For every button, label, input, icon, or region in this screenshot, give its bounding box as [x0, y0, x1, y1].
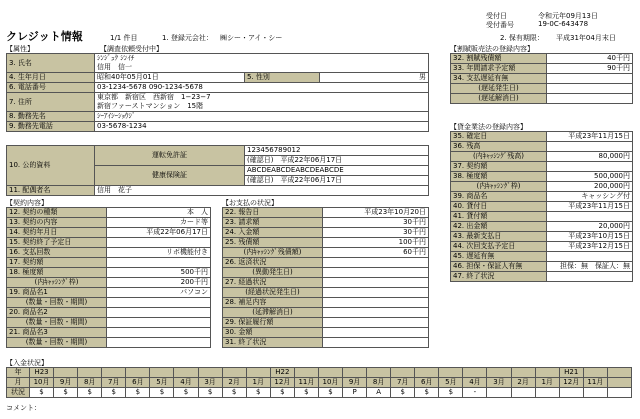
deposit-year-cell	[535, 368, 559, 378]
deposit-month-cell: 5月	[439, 378, 463, 388]
deposit-month-cell: 4月	[174, 378, 198, 388]
lending-value: 担保：無 保証人：無	[547, 262, 633, 272]
lending-value	[547, 142, 633, 152]
spouse-value: 信用 花子	[95, 186, 429, 196]
installment-label: 33. 年間請求予定額	[451, 64, 547, 74]
installment-row	[451, 54, 633, 64]
payment-label: (経過状況発生日)	[223, 288, 323, 298]
lending-value	[547, 252, 633, 262]
deposit-status-cell: $	[30, 388, 54, 398]
deposit-month-cell: 8月	[78, 378, 102, 388]
spouse-label: 11. 配偶者名	[7, 186, 95, 196]
lending-label: 45. 遅延有無	[451, 252, 547, 262]
insurance-number: ABCDEABCDEABCDEABCDE	[245, 166, 429, 176]
sex-label: 5. 性別	[245, 73, 320, 83]
lending-row	[451, 242, 633, 252]
lending-row	[451, 132, 633, 142]
registrar-label: 1. 登録元会社：	[162, 34, 213, 42]
lending-row	[451, 152, 633, 162]
deposit-month-cell: 11月	[294, 378, 318, 388]
contract-label: (数量・回数・期間)	[7, 298, 107, 308]
payment-label: 22. 報告日	[223, 208, 323, 218]
lending-label: 44. 次回支払予定日	[451, 242, 547, 252]
deposit-month-cell: 10月	[30, 378, 54, 388]
contract-value	[107, 318, 211, 328]
name-value: 信用 信一	[95, 63, 429, 73]
deposit-year-cell	[343, 368, 367, 378]
lending-row	[451, 272, 633, 282]
contract-label: 17. 契約額	[7, 258, 107, 268]
inquiry-status: 【調査依頼受付中】	[100, 45, 163, 53]
payment-value	[323, 288, 429, 298]
contract-label: (内ｷｬｯｼﾝｸﾞ枠)	[7, 278, 107, 288]
payment-row	[223, 338, 429, 348]
lending-label: 37. 契約額	[451, 162, 547, 172]
deposit-year-cell	[150, 368, 174, 378]
deposit-month-cell: 6月	[415, 378, 439, 388]
contract-value	[107, 238, 211, 248]
deposit-month-cell: 4月	[463, 378, 487, 388]
deposit-year-row	[7, 368, 632, 378]
comment-label: コメント：	[6, 404, 41, 412]
lending-value: 500,000円	[547, 172, 633, 182]
payment-label: 30. 金額	[223, 328, 323, 338]
lending-value: 平成23年11月15日	[547, 202, 633, 212]
deposit-year-cell	[102, 368, 126, 378]
lending-section-title: 【貸金業法の登録内容】	[450, 123, 527, 131]
license-date: (確認日) 平成22年06月17日	[245, 156, 429, 166]
contract-table	[6, 207, 211, 348]
deposit-status-cell: $	[174, 388, 198, 398]
payment-label: 29. 保証履行額	[223, 318, 323, 328]
lending-row	[451, 142, 633, 152]
contract-value: 500千円	[107, 268, 211, 278]
receipt-date-value: 令和元年09月13日	[538, 12, 598, 20]
contract-row	[7, 278, 211, 288]
payment-value	[323, 308, 429, 318]
payment-value: 30千円	[323, 228, 429, 238]
lending-value: 平成23年10月15日	[547, 232, 633, 242]
deposit-year-header: 年	[7, 368, 30, 378]
lending-row	[451, 222, 633, 232]
lending-value	[547, 212, 633, 222]
payment-label: (延滞解消日)	[223, 308, 323, 318]
work-phone-label: 9. 勤務先電話	[7, 122, 95, 132]
deposit-year-cell	[463, 368, 487, 378]
deposit-year-cell	[54, 368, 78, 378]
deposit-month-cell: 3月	[487, 378, 511, 388]
lending-row	[451, 202, 633, 212]
payment-row	[223, 278, 429, 288]
deposit-year-cell	[174, 368, 198, 378]
contract-row	[7, 318, 211, 328]
deposit-status-row	[7, 388, 632, 398]
phone-label: 6. 電話番号	[7, 83, 95, 93]
deposit-month-cell: 9月	[54, 378, 78, 388]
receipt-no-label: 受付番号	[486, 21, 514, 29]
receipt-no-value: 19-0C-643478	[538, 20, 589, 28]
payment-value	[323, 328, 429, 338]
payment-value	[323, 268, 429, 278]
deposit-table	[6, 367, 632, 398]
contract-label: (数量・回数・期間)	[7, 338, 107, 348]
lending-row	[451, 172, 633, 182]
birth-value: 昭和40年05月01日	[95, 73, 245, 83]
lending-value: キャッシング付	[547, 192, 633, 202]
payment-label: 27. 経過状況	[223, 278, 323, 288]
contract-row	[7, 238, 211, 248]
lending-label: (内ｷｬｯｼﾝｸﾞ残高)	[451, 152, 547, 162]
deposit-status-cell: $	[102, 388, 126, 398]
payment-row	[223, 238, 429, 248]
page-counter: 1/1 件目	[110, 34, 138, 42]
contract-label: 21. 商品名3	[7, 328, 107, 338]
deposit-status-cell: $	[246, 388, 270, 398]
deposit-month-row	[7, 378, 632, 388]
deposit-status-cell	[535, 388, 559, 398]
receipt-date-label: 受付日	[486, 12, 507, 20]
contract-row	[7, 248, 211, 258]
lending-label: 39. 商品名	[451, 192, 547, 202]
contract-row	[7, 328, 211, 338]
installment-row	[451, 74, 633, 84]
retention-value: 平成31年04月末日	[556, 34, 616, 42]
registrar-value: ㈱シー・アイ・シー	[220, 34, 283, 42]
deposit-status-cell: $	[391, 388, 415, 398]
lending-value	[547, 162, 633, 172]
deposit-year-cell	[415, 368, 439, 378]
deposit-year-cell	[391, 368, 415, 378]
deposit-year-cell	[126, 368, 150, 378]
lending-label: 40. 貸付日	[451, 202, 547, 212]
deposit-month-cell: 12月	[559, 378, 583, 388]
deposit-status-cell: -	[463, 388, 487, 398]
attributes-section-title: 【属性】	[6, 45, 34, 53]
retention-label: 2. 保有期限：	[500, 34, 544, 42]
deposit-month-cell: 12月	[270, 378, 294, 388]
contract-row	[7, 308, 211, 318]
lending-table	[450, 131, 633, 282]
phone-value: 03-1234-5678 090-1234-5678	[95, 83, 429, 93]
contract-label: 15. 契約終了予定日	[7, 238, 107, 248]
payment-value	[323, 318, 429, 328]
payment-value: 平成23年10月20日	[323, 208, 429, 218]
payment-row	[223, 268, 429, 278]
payment-value: 60千円	[323, 248, 429, 258]
deposit-year-cell	[583, 368, 607, 378]
lending-value	[547, 272, 633, 282]
name-kana: ｼﾝｼﾞｭｸ ｼﾝｲﾁ	[95, 54, 429, 64]
deposit-year-cell: H23	[30, 368, 54, 378]
contract-row	[7, 268, 211, 278]
deposit-year-cell	[294, 368, 318, 378]
payment-row	[223, 228, 429, 238]
contract-row	[7, 228, 211, 238]
contract-label: 19. 商品名1	[7, 288, 107, 298]
deposit-year-cell	[511, 368, 535, 378]
deposit-month-cell: 5月	[150, 378, 174, 388]
deposit-month-cell: 2月	[222, 378, 246, 388]
lending-label: 47. 終了状況	[451, 272, 547, 282]
installment-value	[547, 84, 633, 94]
installment-value: 40千円	[547, 54, 633, 64]
installment-table	[450, 53, 633, 104]
payment-row	[223, 308, 429, 318]
contract-value: リボ機能付き	[107, 248, 211, 258]
deposit-status-header: 状況	[7, 388, 30, 398]
contract-value	[107, 258, 211, 268]
deposit-year-cell	[607, 368, 631, 378]
lending-value: 80,000円	[547, 152, 633, 162]
work-phone-value: 03-5678-1234	[95, 122, 429, 132]
deposit-status-cell	[607, 388, 631, 398]
installment-section-title: 【割賦販売法の登録内容】	[450, 45, 534, 53]
deposit-month-cell: 1月	[246, 378, 270, 388]
deposit-month-cell	[607, 378, 631, 388]
birth-label: 4. 生年月日	[7, 73, 95, 83]
payment-label: 23. 請求額	[223, 218, 323, 228]
deposit-status-cell: A	[367, 388, 391, 398]
contract-row	[7, 338, 211, 348]
contract-label: 18. 極度額	[7, 268, 107, 278]
deposit-status-cell: $	[198, 388, 222, 398]
payment-label: 24. 入金額	[223, 228, 323, 238]
payment-row	[223, 258, 429, 268]
payment-section-title: 【お支払の状況】	[222, 199, 278, 207]
deposit-status-cell: $	[126, 388, 150, 398]
deposit-status-cell: $	[150, 388, 174, 398]
lending-row	[451, 162, 633, 172]
payment-row	[223, 208, 429, 218]
payment-label: 31. 終了状況	[223, 338, 323, 348]
deposit-year-cell	[222, 368, 246, 378]
deposit-year-cell: H21	[559, 368, 583, 378]
address-line2: 新宿ファーストマンション 15階	[95, 102, 429, 112]
deposit-status-cell	[559, 388, 583, 398]
deposit-status-cell: $	[415, 388, 439, 398]
contract-label: 16. 支払回数	[7, 248, 107, 258]
public-docs-table	[6, 145, 429, 196]
lending-value: 平成23年11月15日	[547, 132, 633, 142]
lending-label: 36. 残高	[451, 142, 547, 152]
contract-value	[107, 308, 211, 318]
deposit-year-cell	[439, 368, 463, 378]
deposit-year-cell	[246, 368, 270, 378]
payment-label: 28. 補足内容	[223, 298, 323, 308]
insurance-label: 健康保険証	[95, 166, 245, 186]
payment-row	[223, 218, 429, 228]
payment-label: 25. 残債額	[223, 238, 323, 248]
address-line1: 東京都 新宿区 西新宿 1−23−7	[95, 93, 429, 103]
deposit-month-header: 月	[7, 378, 30, 388]
deposit-month-cell: 10月	[318, 378, 342, 388]
lending-row	[451, 212, 633, 222]
contract-value	[107, 338, 211, 348]
deposit-month-cell: 7月	[391, 378, 415, 388]
contract-value: 平成22年06月17日	[107, 228, 211, 238]
insurance-date: (確認日) 平成22年06月17日	[245, 176, 429, 186]
payment-label: 26. 返済状況	[223, 258, 323, 268]
lending-label: 35. 確定日	[451, 132, 547, 142]
payment-value: 30千円	[323, 218, 429, 228]
lending-value: 20,000円	[547, 222, 633, 232]
deposit-year-cell	[318, 368, 342, 378]
payment-row	[223, 248, 429, 258]
payment-table	[222, 207, 429, 348]
public-docs-label: 10. 公的資料	[7, 146, 95, 186]
deposit-year-cell	[367, 368, 391, 378]
deposit-month-cell: 3月	[198, 378, 222, 388]
deposit-status-cell: P	[343, 388, 367, 398]
payment-value: 100千円	[323, 238, 429, 248]
contract-row	[7, 258, 211, 268]
payment-value	[323, 298, 429, 308]
installment-label: 34. 支払遅延有無	[451, 74, 547, 84]
deposit-month-cell: 2月	[511, 378, 535, 388]
contract-row	[7, 298, 211, 308]
lending-label: 42. 出金額	[451, 222, 547, 232]
deposit-status-cell: $	[439, 388, 463, 398]
deposit-status-cell: $	[270, 388, 294, 398]
deposit-year-cell	[198, 368, 222, 378]
lending-row	[451, 262, 633, 272]
deposit-month-cell: 1月	[535, 378, 559, 388]
contract-value: 本 人	[107, 208, 211, 218]
contract-section-title: 【契約内容】	[6, 199, 48, 207]
address-label: 7. 住所	[7, 93, 95, 112]
deposit-status-cell	[583, 388, 607, 398]
contract-value: パソコン	[107, 288, 211, 298]
installment-label: (遅延解消日)	[451, 94, 547, 104]
installment-row	[451, 94, 633, 104]
contract-label: 12. 契約の種類	[7, 208, 107, 218]
lending-row	[451, 192, 633, 202]
deposit-status-cell: $	[318, 388, 342, 398]
contract-row	[7, 208, 211, 218]
deposit-year-cell: H22	[270, 368, 294, 378]
contract-value: カード等	[107, 218, 211, 228]
name-label: 3. 氏名	[7, 54, 95, 73]
contract-row	[7, 288, 211, 298]
deposit-status-cell	[487, 388, 511, 398]
lending-label: 46. 担保・保証人有無	[451, 262, 547, 272]
deposit-status-cell: $	[222, 388, 246, 398]
deposit-status-cell	[511, 388, 535, 398]
lending-row	[451, 182, 633, 192]
payment-value	[323, 338, 429, 348]
sex-value: 男	[320, 73, 429, 83]
lending-label: (内ｷｬｯｼﾝｸﾞ枠)	[451, 182, 547, 192]
deposit-month-cell: 9月	[343, 378, 367, 388]
deposit-year-cell	[487, 368, 511, 378]
payment-value	[323, 278, 429, 288]
deposit-month-cell: 7月	[102, 378, 126, 388]
payment-row	[223, 288, 429, 298]
payment-row	[223, 298, 429, 308]
work-label: 8. 勤務先名	[7, 112, 95, 122]
contract-row	[7, 218, 211, 228]
license-label: 運転免許証	[95, 146, 245, 166]
contract-value	[107, 298, 211, 308]
payment-value	[323, 258, 429, 268]
work-value: ｼｰｱｲｼｰｼｮｳｼﾞ	[95, 112, 429, 122]
installment-label: (遅延発生日)	[451, 84, 547, 94]
attributes-table	[6, 53, 429, 132]
deposit-month-cell: 6月	[126, 378, 150, 388]
payment-label: (内ｷｬｯｼﾝｸﾞ残債額)	[223, 248, 323, 258]
contract-label: 20. 商品名2	[7, 308, 107, 318]
contract-label: (数量・回数・期間)	[7, 318, 107, 328]
lending-label: 41. 貸付額	[451, 212, 547, 222]
contract-value	[107, 328, 211, 338]
installment-value: 90千円	[547, 64, 633, 74]
deposit-section-title: 【入金状況】	[6, 359, 48, 367]
installment-value	[547, 74, 633, 84]
payment-row	[223, 318, 429, 328]
contract-value: 200千円	[107, 278, 211, 288]
license-number: 123456789012	[245, 146, 429, 156]
lending-value: 200,000円	[547, 182, 633, 192]
installment-value	[547, 94, 633, 104]
page-title: クレジット情報	[6, 30, 83, 43]
deposit-year-cell	[78, 368, 102, 378]
payment-row	[223, 328, 429, 338]
contract-label: 14. 契約年月日	[7, 228, 107, 238]
contract-label: 13. 契約の内容	[7, 218, 107, 228]
installment-row	[451, 84, 633, 94]
lending-row	[451, 232, 633, 242]
deposit-month-cell: 11月	[583, 378, 607, 388]
payment-label: (異動発生日)	[223, 268, 323, 278]
deposit-status-cell: $	[78, 388, 102, 398]
deposit-month-cell: 8月	[367, 378, 391, 388]
installment-row	[451, 64, 633, 74]
lending-row	[451, 252, 633, 262]
lending-value: 平成23年12月15日	[547, 242, 633, 252]
installment-label: 32. 割賦残債額	[451, 54, 547, 64]
lending-label: 43. 最新支払日	[451, 232, 547, 242]
deposit-status-cell: $	[294, 388, 318, 398]
lending-label: 38. 極度額	[451, 172, 547, 182]
deposit-status-cell: $	[54, 388, 78, 398]
